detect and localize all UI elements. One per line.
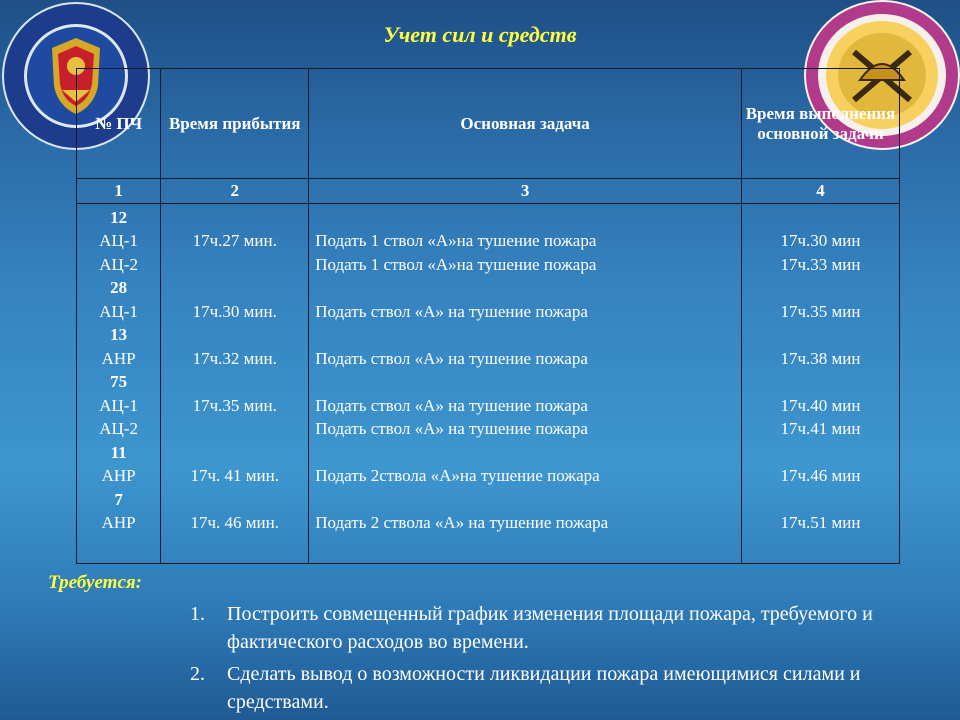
task-description: Подать ствол «А» на тушение пожара [315, 419, 588, 438]
unit-name: АНР [101, 513, 136, 532]
arrival-time [161, 276, 308, 300]
header-pch: № ПЧ [77, 69, 161, 179]
completion-time [742, 323, 899, 347]
completion-time [742, 488, 899, 512]
task-text: Сделать вывод о возможности ликвидации пожара имеющимися силами и средствами. [227, 663, 861, 713]
completion-time: 17ч.35 мин [780, 301, 861, 321]
column-number: 2 [161, 179, 309, 204]
pch-number: 12 [110, 207, 128, 227]
header-completion-time: Время выполнения основной задачи [741, 69, 899, 179]
completion-time [742, 206, 899, 230]
header-arrival-time: Время прибытия [161, 69, 309, 179]
arrival-time [161, 417, 308, 441]
arrival-column [161, 203, 309, 564]
completion-time: 17ч.33 мин [780, 254, 861, 274]
arrival-time [161, 370, 308, 394]
task-list [190, 600, 930, 720]
arrival-time: 17ч.30 мин. [192, 301, 277, 321]
completion-column [741, 203, 899, 564]
task-description: Подать ствол «А» на тушение пожара [315, 395, 588, 415]
completion-time [742, 276, 899, 300]
completion-time: 17ч.30 мин [780, 231, 861, 250]
pch-number: 7 [114, 489, 123, 509]
arrival-time: 17ч.32 мин. [192, 348, 277, 368]
task-item [190, 660, 930, 716]
table-header-row [77, 69, 900, 179]
arrival-time: 17ч. 46 мин. [190, 513, 279, 532]
task-number: 2. [190, 663, 205, 685]
unit-name: АЦ-1 [99, 231, 138, 250]
task-description [309, 370, 741, 394]
arrival-time [161, 253, 308, 277]
unit-name: АНР [101, 466, 136, 485]
arrival-time [161, 488, 308, 512]
column-number: 3 [309, 179, 742, 204]
unit-name: АЦ-1 [99, 301, 138, 321]
completion-time [742, 441, 899, 465]
task-description: Подать 1 ствол «А»на тушение пожара [315, 231, 597, 250]
pch-number: 28 [110, 278, 128, 297]
task-item [190, 600, 930, 656]
arrival-time [161, 323, 308, 347]
task-text: Построить совмещенный график изменения площади пожара, требуемого и фактического расходов во времени. [227, 603, 873, 653]
column-number: 1 [77, 179, 161, 204]
completion-time: 17ч.46 мин [780, 466, 861, 485]
forces-table [76, 68, 900, 564]
unit-name: АЦ-1 [99, 395, 138, 415]
task-description: Подать 2ствола «А»на тушение пожара [315, 466, 600, 485]
pch-number: 13 [110, 325, 128, 344]
task-description [309, 441, 741, 465]
table-body-row [77, 203, 900, 564]
arrival-time: 17ч.35 мин. [192, 395, 277, 415]
pch-number: 11 [110, 442, 127, 462]
task-description [309, 488, 741, 512]
task-description [309, 276, 741, 300]
slide-title: Учет сил и средств [383, 22, 577, 47]
completion-time: 17ч.40 мин [780, 395, 861, 415]
task-description: Подать 2 ствола «А» на тушение пожара [315, 513, 609, 532]
arrival-time [161, 441, 308, 465]
task-description: Подать ствол «А» на тушение пожара [315, 348, 588, 368]
unit-name: АЦ-2 [99, 254, 138, 274]
arrival-time [161, 206, 308, 230]
task-description [309, 206, 741, 230]
completion-time: 17ч.41 мин [780, 419, 861, 438]
pch-column [77, 203, 161, 564]
header-main-task: Основная задача [309, 69, 742, 179]
arrival-time: 17ч. 41 мин. [190, 466, 279, 485]
unit-name: АЦ-2 [99, 419, 138, 438]
column-number-row [77, 179, 900, 204]
task-description: Подать 1 ствол «А»на тушение пожара [315, 254, 597, 274]
required-label: Требуется: [48, 572, 142, 593]
task-description: Подать ствол «А» на тушение пожара [315, 301, 588, 321]
completion-time [742, 370, 899, 394]
task-column [309, 203, 742, 564]
unit-name: АНР [101, 348, 136, 368]
pch-number: 75 [110, 372, 128, 391]
task-description [309, 323, 741, 347]
arrival-time: 17ч.27 мин. [192, 231, 277, 250]
completion-time: 17ч.38 мин [780, 348, 861, 368]
completion-time: 17ч.51 мин [780, 513, 861, 532]
column-number: 4 [741, 179, 899, 204]
task-number: 1. [190, 603, 205, 625]
